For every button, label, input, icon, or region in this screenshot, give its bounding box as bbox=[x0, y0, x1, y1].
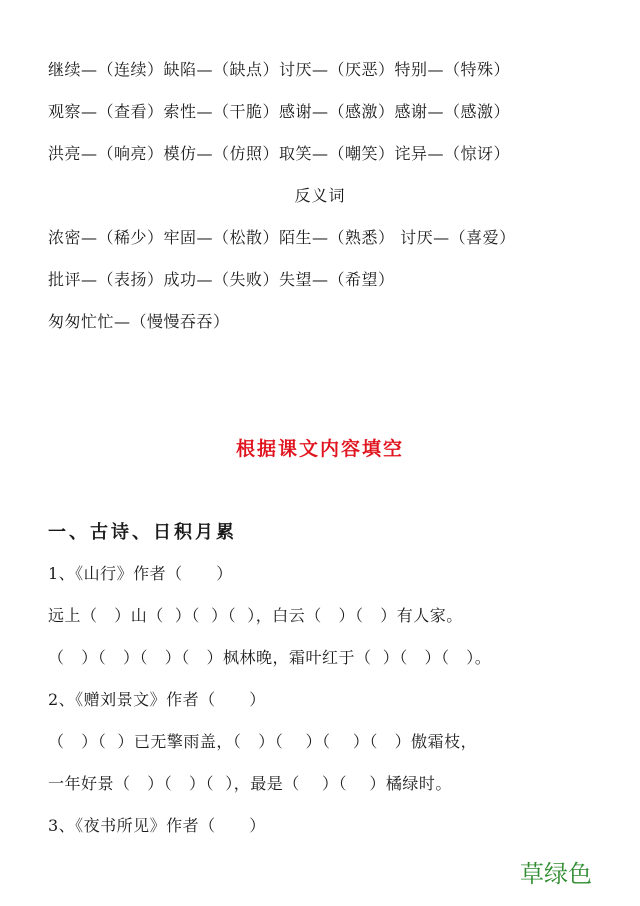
synonym-line-2: 观察—（查看）索性—（干脆）感谢—（感激）感谢—（感激） bbox=[48, 102, 511, 121]
poem-2-line-1: （ ）（ ）已无擎雨盖，（ ）（ ）（ ）（ ）傲霜枝， bbox=[48, 732, 478, 751]
poem-2-line-2: 一年好景（ ）（ ）（ ），最是（ ）（ ）橘绿时。 bbox=[48, 774, 452, 793]
poem-1-author-line: 1、《山行》作者（ ） bbox=[48, 564, 233, 583]
watermark: 草绿色 bbox=[520, 860, 592, 888]
section-heading: 一、古诗、日积月累 bbox=[48, 522, 237, 543]
synonym-line-3: 洪亮—（响亮）模仿—（仿照）取笑—（嘲笑）诧异—（惊讶） bbox=[48, 144, 511, 163]
antonym-heading: 反义词 bbox=[294, 186, 346, 205]
antonym-line-3: 匆匆忙忙—（慢慢吞吞） bbox=[48, 312, 230, 331]
antonym-line-2: 批评—（表扬）成功—（失败）失望—（希望） bbox=[48, 270, 395, 289]
poem-3-author-line: 3、《夜书所见》作者（ ） bbox=[48, 816, 266, 835]
poem-1-line-1: 远上（ ）山（ ）（ ）（ ），白云（ ）（ ）有人家。 bbox=[48, 606, 463, 625]
poem-2-author-line: 2、《赠刘景文》作者（ ） bbox=[48, 690, 266, 709]
synonym-line-1: 继续—（连续）缺陷—（缺点）讨厌—（厌恶）特别—（特殊） bbox=[48, 60, 511, 79]
poem-1-line-2: （ ）（ ）（ ）（ ）枫林晚，霜叶红于（ ）（ ）（ ）。 bbox=[48, 648, 492, 667]
antonym-line-1: 浓密—（稀少）牢固—（松散）陌生—（熟悉） 讨厌—（喜爱） bbox=[48, 228, 516, 247]
fill-in-title: 根据课文内容填空 bbox=[235, 438, 404, 460]
